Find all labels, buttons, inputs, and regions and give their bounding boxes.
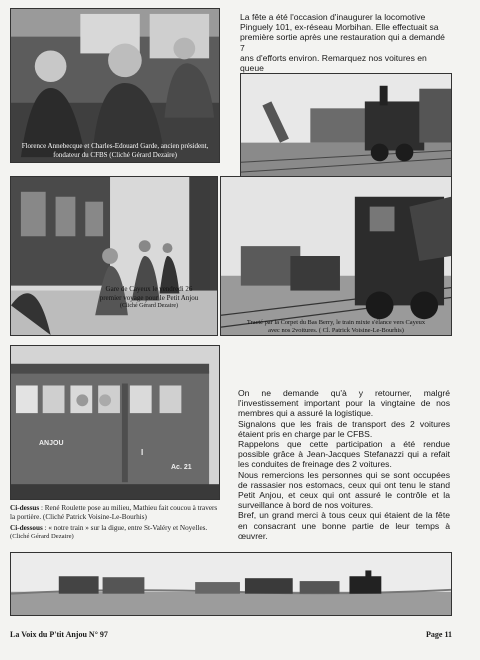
photo3-caption-line3: (Cliché Gérard Dezaire)	[120, 303, 178, 309]
photo-passengers	[10, 8, 220, 163]
photo-cayeux-station	[10, 176, 218, 336]
footer-publication: La Voix du P'tit Anjou N° 97	[10, 630, 108, 639]
photo4-caption-line2: avec nos 2voitures. ( Cl. Patrick Voisine-Le-Bourhis)	[268, 326, 404, 334]
photo4-caption-line1: Tracté par la Corpet du Bas Berry, le train mixte s'élance vers Cayeux	[246, 319, 426, 326]
ci-dessus-caption	[10, 504, 222, 521]
ci-dessus-label: Ci-dessus	[10, 504, 40, 512]
body-paragraph-4: Nous remercions les personnes qui se sont occupées de rassasier nos estomacs, ceux qui ont tenu le stand Petit Anjou, et ceux qui ont assuré le contrôle et la surveillance à bord de nos voitures.	[238, 469, 450, 511]
ci-dessous-credit: (Cliché Gérard Dezaire)	[10, 532, 74, 540]
ci-dessus-text: : René Roulette pose au milieu, Mathieu fait coucou à travers la portière. (Cliché Patrick Voisine-Le-Bourhis)	[10, 504, 218, 521]
carriage-name: ANJOU	[39, 440, 64, 447]
ci-dessous-label: Ci-dessous	[10, 524, 43, 533]
body-paragraph-5: Bref, un grand merci à tous ceux qui étaient de la fête en consacrant une bonne partie de leur temps à œuvrer.	[238, 510, 450, 541]
photo-train-on-dyke	[10, 552, 452, 616]
intro-line2: Pinguely 101, ex-réseau Morbihan. Elle effectuait sa	[240, 22, 439, 33]
carriage-class: I	[141, 448, 144, 457]
photo3-caption-line1: Gare de Cayeux le vendredi 26	[105, 285, 193, 293]
photo-corpet-locomotive	[220, 176, 452, 336]
photo1-caption-line2: fondateur du CFBS (Cliché Gérard Dezaire)	[53, 150, 177, 159]
body-paragraph-1: On ne demande qu'à y retourner, malgré l'investissement important pour la vingtaine de nos membres qui a assuré la logistique.	[238, 388, 450, 419]
ci-dessous-caption	[10, 524, 222, 533]
ci-dessous-text: : « notre train » sur la digue, entre St-Valéry et Noyelles.	[42, 524, 208, 533]
body-paragraph-3: Rappelons que cette participation a été rendue possible grâce à Jean-Jacques Stefanazzi qui a refait les conduites de freinage des 2 voitures.	[238, 439, 450, 470]
intro-line1: La fête a été l'occasion d'inaugurer la locomotive	[240, 12, 426, 22]
body-text	[238, 388, 450, 541]
photo-locomotive-pinguely	[240, 73, 452, 177]
photo-anjou-carriage	[10, 345, 220, 500]
body-paragraph-2: Signalons que les frais de transport des 2 voitures étaient pris en charge par le CFBS.	[238, 418, 450, 439]
photo1-caption-line1: Florence Annebecque et Charles-Edouard Garde, ancien président,	[21, 142, 209, 150]
photo3-caption-line2: premier voyage pour le Petit Anjou	[99, 293, 199, 302]
intro-line4: ans d'efforts environ. Remarquez nos voitures en queue	[240, 52, 427, 74]
intro-line3: première sortie après une restauration qui a demandé 7	[240, 32, 445, 53]
carriage-number: Ac. 21	[171, 464, 192, 471]
footer-page-number: Page 11	[426, 630, 452, 639]
carriage-captions	[10, 504, 222, 541]
